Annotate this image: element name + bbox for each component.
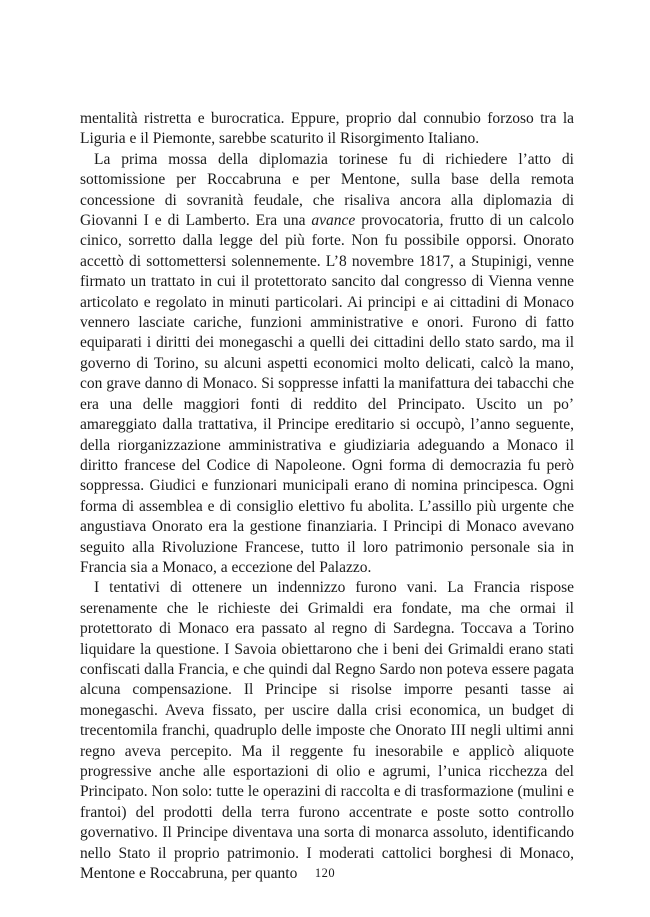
- paragraph-1: [80, 109, 574, 150]
- italic-term: avance: [311, 212, 356, 230]
- paragraph-2: [80, 150, 574, 579]
- paragraph-3: [80, 578, 574, 884]
- paragraph-2-text-b: provocatoria, frutto di un calcolo cinico, sorretto dalla legge del più forte. Non fu possibile opporsi. Onorato accettò di sottomettersi solennemente. L’8 novembre 1817, a Stupinigi, venne firmato un trattato in cui il protettorato sancito dal congresso di Vienna venne articolato e regolato in minuti particolari. Ai principi e ai cittadini di Monaco vennero lasciate cariche, funzioni amministrative e onori. Furono di fatto equiparati i diritti dei monegaschi a quelli dei cittadini dello stato sardo, ma il governo di Torino, su alcuni aspetti economici molto delicati, calcò la mano, con grave danno di Monaco. Si soppresse infatti la manifattura dei tabacchi che era una delle maggiori fonti di reddito del Principato. Uscito un po’ amareggiato dalla trattativa, il Principe ereditario si occupò, l’anno seguente, della riorganizzazione amministrativa e giudiziaria adeguando a Monaco il diritto francese del Codice di Napoleone. Ogni forma di democrazia fu però soppressa. Giudici e funzionari municipali erano di nomina principesca. Ogni forma di assemblea e di consiglio elettivo fu abolita. L’assillo più urgente che angustiava Onorato era la gestione finanziaria. I Principi di Monaco avevano seguito alla Rivoluzione Francese, tutto il loro patrimonio personale sia in Francia sia a Monaco, a eccezione del Palazzo.: [80, 212, 574, 576]
- page-number: 120: [314, 866, 336, 880]
- paragraph-1-text: mentalità ristretta e burocratica. Eppure, proprio dal connubio forzoso tra la Liguria e il Piemonte, sarebbe scaturito il Risorgimento Italiano.: [80, 110, 574, 148]
- paragraph-3-text: I tentativi di ottenere un indennizzo furono vani. La Francia rispose serenamente che le richieste dei Grimaldi era fondate, ma che ormai il protettorato di Monaco era passato al regno di Sardegna. Toccava a Torino liquidare la questione. I Savoia obiettarono che i beni dei Grimaldi erano stati confiscati dalla Francia, e che quindi dal Regno Sardo non poteva essere pagata alcuna compensazione. Il Principe si risolse imporre pesanti tasse ai monegaschi. Aveva fissato, per uscire dalla crisi economica, un budget di trecentomila franchi, quadruplo delle imposte che Onorato III negli ultimi anni regno aveva percepito. Ma il reggente fu inesorabile e applicò aliquote progressive anche alle esportazioni di olio e agrumi, l’unica ricchezza del Principato. Non solo: tutte le operazini di raccolta e di trasformazione (mulini e frantoi) del prodotti della terra furono accentrate e poste sotto controllo governativo. Il Principe diventava una sorta di monarca assoluto, identificando nello Stato il proprio patrimonio. I moderati cattolici borghesi di Monaco, Mentone e Roccabruna, per quanto: [80, 579, 574, 883]
- body-text: [80, 109, 574, 884]
- paragraph-2-text-a: La prima mossa della diplomazia torinese fu di richiedere l’atto di sottomissione per Roccabruna e per Mentone, sulla base della remota concessione di sovranità feudale, che risaliva ancora alla diplomazia di Giovanni I e di Lamberto. Era una: [80, 150, 574, 230]
